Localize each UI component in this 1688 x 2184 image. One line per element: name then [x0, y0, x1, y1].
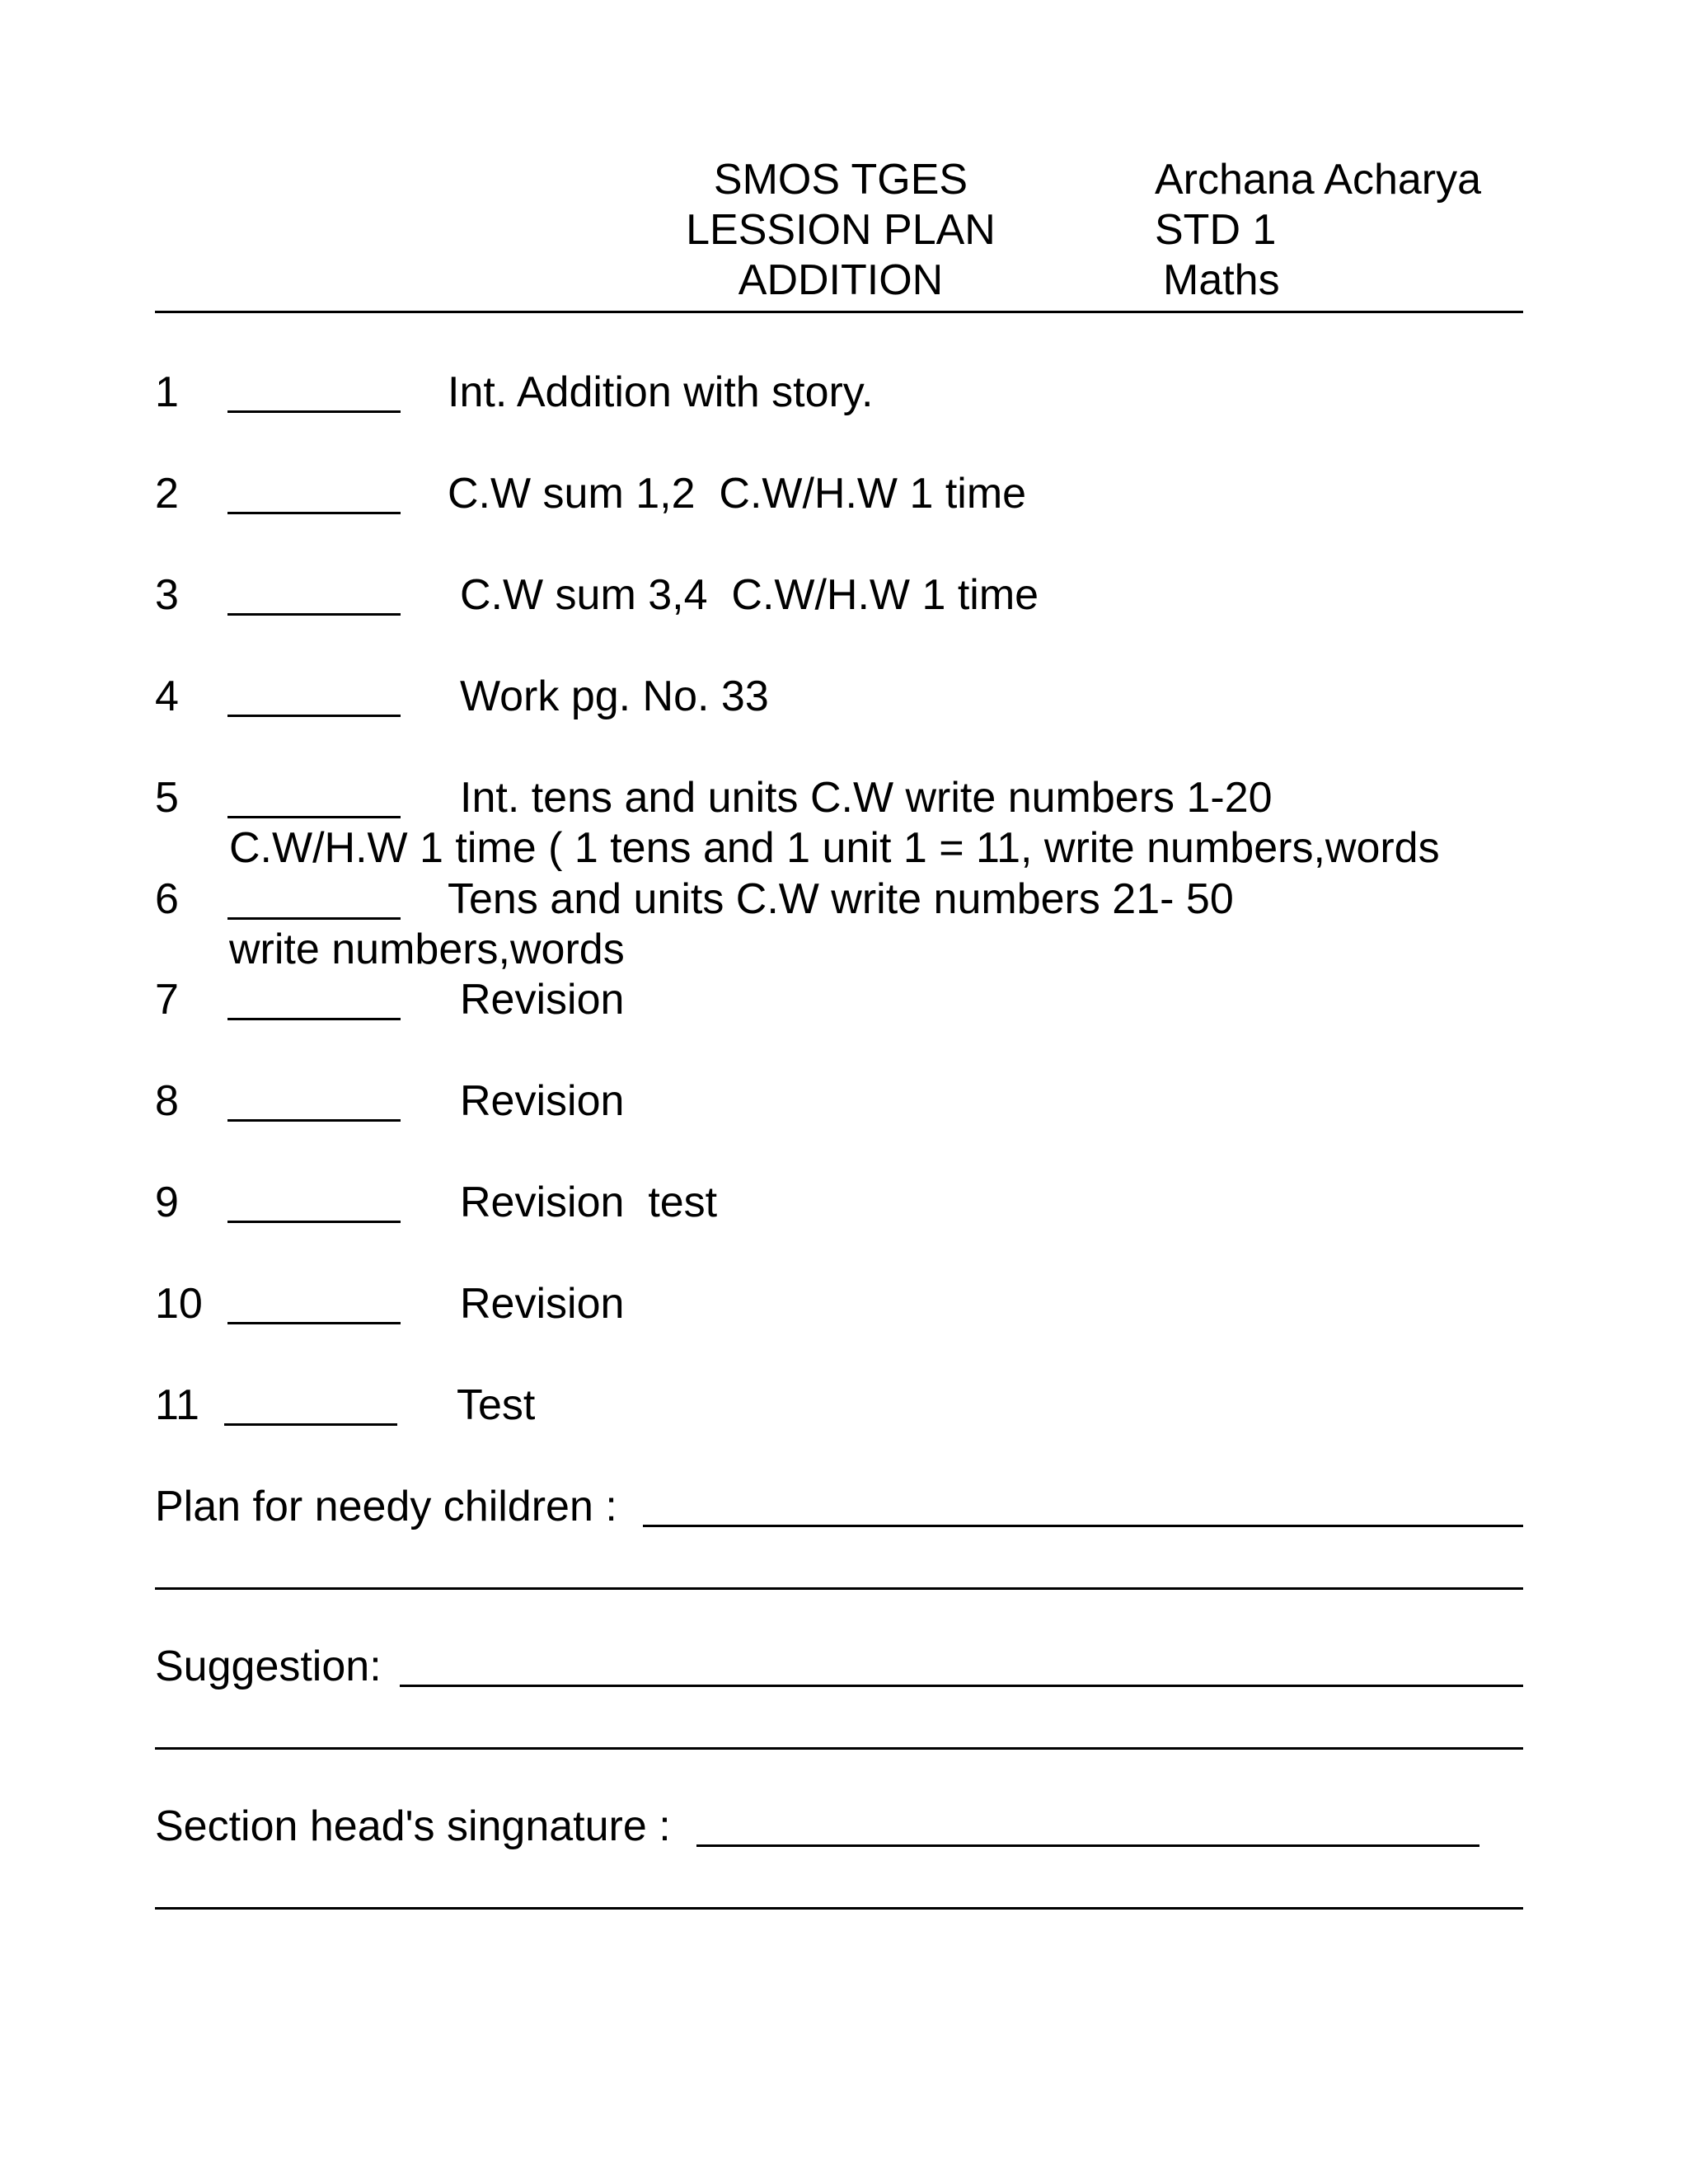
date-blank	[224, 1423, 397, 1426]
date-blank	[227, 613, 401, 616]
row-number: 3	[155, 571, 179, 619]
suggestion-label: Suggestion:	[155, 1643, 382, 1690]
doc-type: LESSION PLAN	[686, 206, 996, 254]
date-blank	[227, 1322, 401, 1324]
lesson-topic: ADDITION	[738, 256, 944, 304]
row-number: 6	[155, 875, 179, 923]
suggestion-line	[400, 1685, 1523, 1687]
row-text: Int. tens and units C.W write numbers 1-20	[460, 774, 1273, 822]
suggestion-line-2	[155, 1747, 1523, 1750]
teacher-name: Archana Acharya	[1155, 156, 1482, 204]
needy-children-line-2	[155, 1587, 1523, 1590]
row-number: 4	[155, 673, 179, 720]
row-text: Revision	[460, 1077, 625, 1125]
date-blank	[227, 1221, 401, 1223]
row-number: 11	[155, 1381, 199, 1429]
row-text: Tens and units C.W write numbers 21- 50	[448, 875, 1234, 923]
needy-children-line	[643, 1525, 1523, 1527]
signature-line-2	[155, 1907, 1523, 1910]
date-blank	[227, 410, 401, 413]
row-text: Int. Addition with story.	[448, 368, 874, 416]
school-name: SMOS TGES	[713, 156, 968, 204]
needy-children-label: Plan for needy children :	[155, 1483, 617, 1530]
signature-line	[696, 1844, 1479, 1847]
row-text: Test	[457, 1381, 536, 1429]
row-number: 10	[155, 1280, 203, 1328]
row-number: 9	[155, 1179, 179, 1226]
date-blank	[227, 917, 401, 920]
row-number: 1	[155, 368, 179, 416]
row-text: C.W sum 3,4 C.W/H.W 1 time	[460, 571, 1039, 619]
date-blank	[227, 1119, 401, 1122]
row-continuation: write numbers,words	[229, 926, 625, 973]
row-text: Work pg. No. 33	[460, 673, 769, 720]
row-text: Revision	[460, 976, 625, 1024]
signature-label: Section head's singnature :	[155, 1802, 671, 1850]
standard: STD 1	[1155, 206, 1277, 254]
row-number: 2	[155, 470, 179, 518]
header-divider	[155, 311, 1523, 313]
row-number: 7	[155, 976, 179, 1024]
row-text: C.W sum 1,2 C.W/H.W 1 time	[448, 470, 1027, 518]
row-text: Revision test	[460, 1179, 718, 1226]
row-text: Revision	[460, 1280, 625, 1328]
date-blank	[227, 715, 401, 717]
row-continuation: C.W/H.W 1 time ( 1 tens and 1 unit 1 = 11, write numbers,words	[229, 824, 1440, 872]
subject: Maths	[1163, 256, 1280, 304]
row-number: 8	[155, 1077, 179, 1125]
row-number: 5	[155, 774, 179, 822]
date-blank	[227, 1018, 401, 1020]
date-blank	[227, 512, 401, 514]
date-blank	[227, 816, 401, 818]
